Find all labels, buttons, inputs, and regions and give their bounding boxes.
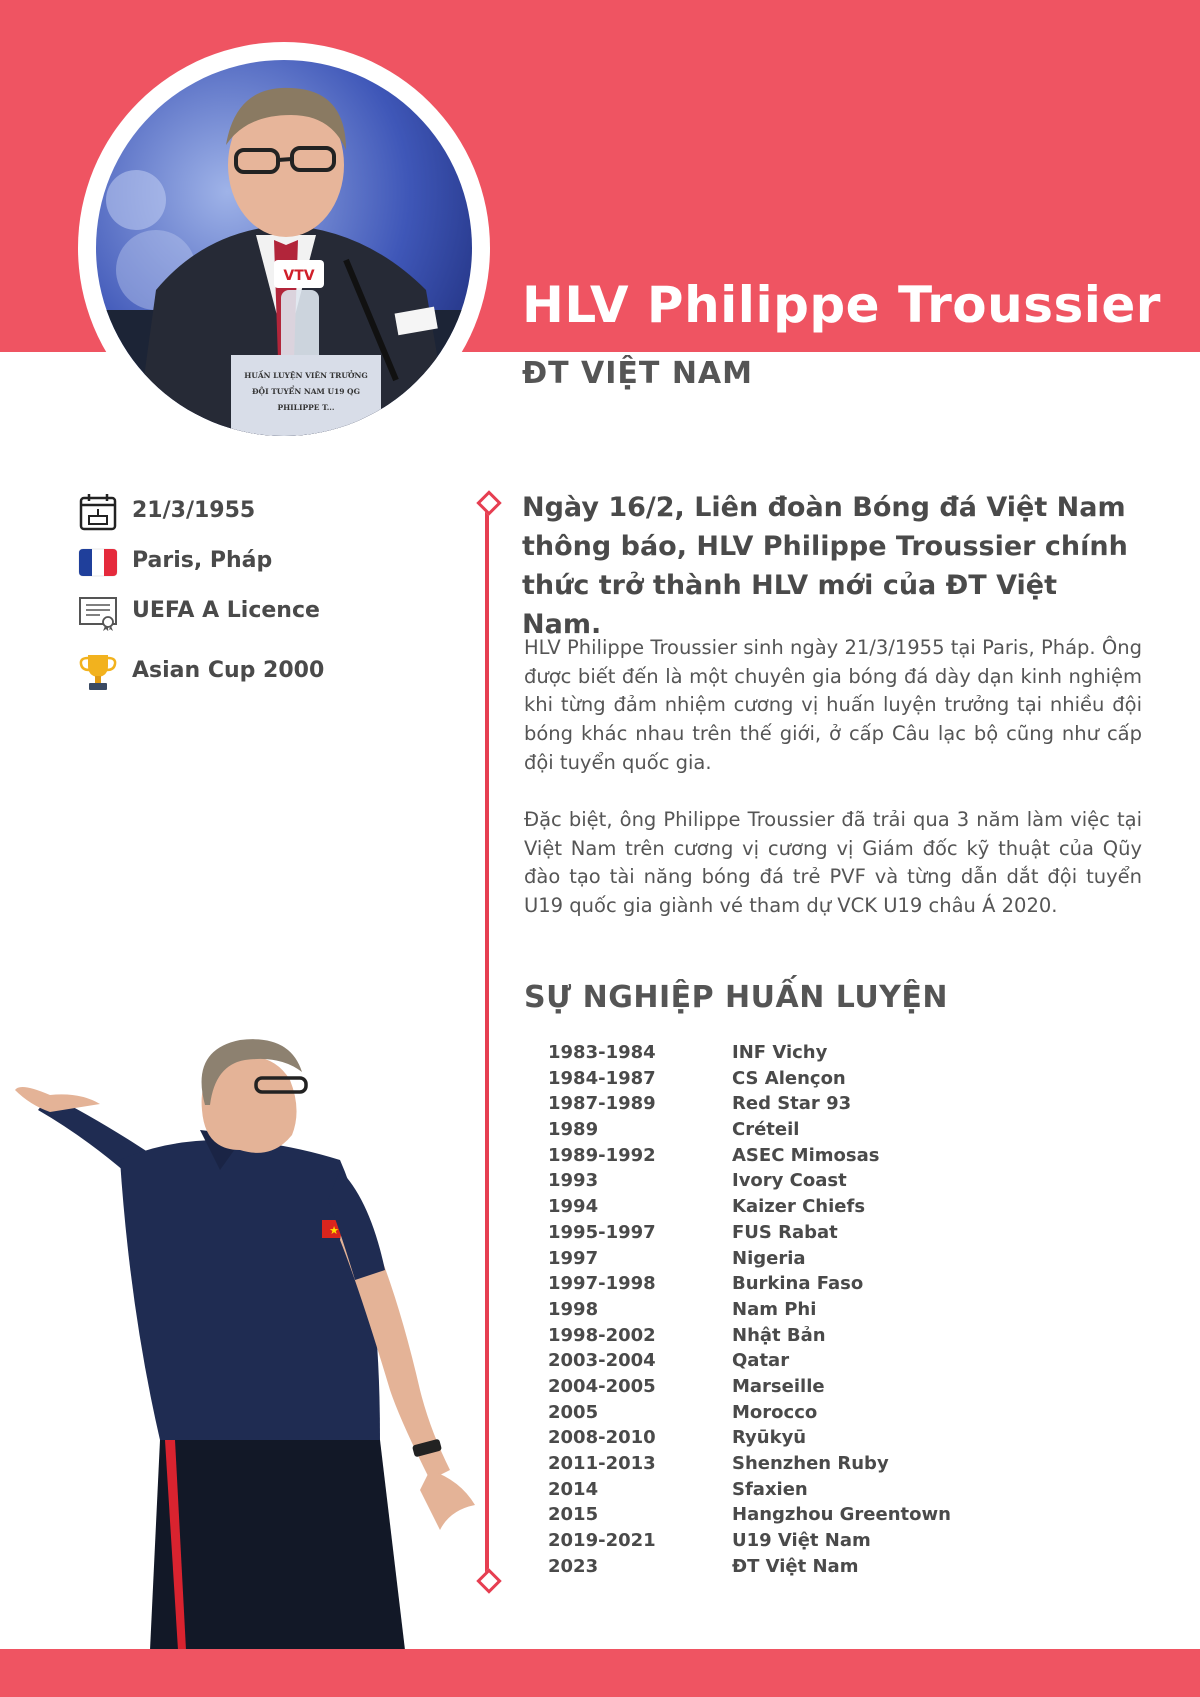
career-club: Sfaxien: [732, 1478, 808, 1500]
career-club: ĐT Việt Nam: [732, 1555, 859, 1577]
career-years: 2015: [548, 1504, 599, 1526]
fact-licence: [78, 590, 438, 634]
career-club: U19 Việt Nam: [732, 1530, 871, 1552]
body-paragraph-1: HLV Philippe Troussier sinh ngày 21/3/1955 tại Paris, Pháp. Ông được biết đến là một chuyên gia bóng đá dày dạn kinh nghiệm khi từng đảm nhiệm cương vị huấn luyện trưởng tại nhiều đội bóng khác nhau trên thế giới, ở cấp Câu lạc bộ cũng như cấp đội tuyển quốc gia.: [524, 636, 1142, 774]
trophy-icon: [78, 652, 118, 692]
career-row: [548, 1479, 1048, 1505]
career-club: Morocco: [732, 1401, 818, 1423]
timeline-divider: [485, 502, 489, 1580]
nameplate-line-2: ĐỘI TUYỂN NAM U19 QG: [252, 387, 360, 396]
career-years: 2019-2021: [548, 1530, 656, 1552]
career-club: ASEC Mimosas: [732, 1144, 880, 1166]
career-row: [548, 1325, 1048, 1351]
career-years: 2011-2013: [548, 1453, 656, 1474]
career-row: [548, 1530, 1048, 1556]
achievement-text: Asian Cup 2000: [132, 658, 325, 683]
body-paragraph-2: Đặc biệt, ông Philippe Troussier đã trải qua 3 năm làm việc tại Việt Nam trên cương vị cương vị Giám đốc kỹ thuật của Qũy đào tạo tài năng bóng đá trẻ PVF và từng dẫn dắt đội tuyển U19 quốc gia giành vé tham dự VCK U19 châu Á 2020.: [524, 808, 1142, 918]
career-years: 1995-1997: [548, 1221, 656, 1243]
portrait-photo: [96, 60, 472, 436]
career-row: [548, 1170, 1048, 1196]
fact-birthplace: [78, 540, 438, 584]
career-list: [548, 1042, 1048, 1581]
career-years: 1998: [548, 1298, 599, 1320]
career-years: 1987-1989: [548, 1093, 656, 1115]
coach-name: HLV Philippe Troussier: [522, 276, 1161, 334]
nameplate-line-1: HUẤN LUYỆN VIÊN TRƯỞNG: [244, 371, 368, 380]
career-row: [548, 1350, 1048, 1376]
career-row: [548, 1402, 1048, 1428]
career-row: [548, 1299, 1048, 1325]
nameplate-line-3: PHILIPPE T...: [277, 403, 335, 412]
licence-text: UEFA A Licence: [132, 598, 320, 623]
timeline-top-marker: [476, 490, 501, 515]
career-years: 1984-1987: [548, 1067, 656, 1089]
timeline-bottom-marker: [476, 1568, 501, 1593]
career-club: Shenzhen Ruby: [732, 1453, 889, 1474]
career-row: [548, 1068, 1048, 1094]
career-row: [548, 1504, 1048, 1530]
career-row: [548, 1222, 1048, 1248]
career-club: Kaizer Chiefs: [732, 1196, 866, 1218]
career-row: [548, 1196, 1048, 1222]
career-row: [548, 1273, 1048, 1299]
career-row: [548, 1556, 1048, 1582]
career-row: [548, 1376, 1048, 1402]
career-row: [548, 1248, 1048, 1274]
career-years: 1993: [548, 1170, 599, 1192]
fact-achievement: [78, 650, 438, 694]
career-years: 2008-2010: [548, 1427, 656, 1449]
career-heading: SỰ NGHIỆP HUẤN LUYỆN: [524, 980, 949, 1015]
calendar-icon: [78, 492, 118, 532]
career-years: 2005: [548, 1401, 599, 1423]
career-years: 1983-1984: [548, 1042, 656, 1063]
career-row: [548, 1042, 1048, 1068]
career-club: Nam Phi: [732, 1298, 817, 1320]
career-row: [548, 1119, 1048, 1145]
team-subtitle: ĐT VIỆT NAM: [522, 356, 754, 391]
career-club: CS Alençon: [732, 1067, 846, 1089]
coach-portrait: [78, 42, 490, 454]
french-flag-icon: [78, 542, 118, 582]
career-club: INF Vichy: [732, 1042, 828, 1063]
career-club: Nhật Bản: [732, 1324, 826, 1346]
birthplace-text: Paris, Pháp: [132, 548, 273, 573]
footer-band: [0, 1649, 1200, 1697]
career-club: Qatar: [732, 1350, 790, 1372]
career-club: Ivory Coast: [732, 1170, 847, 1192]
career-years: 1989: [548, 1119, 599, 1141]
career-club: Hangzhou Greentown: [732, 1504, 951, 1526]
lead-paragraph: Ngày 16/2, Liên đoàn Bóng đá Việt Nam thông báo, HLV Philippe Troussier chính thức trở thành HLV mới của ĐT Việt Nam.: [522, 492, 1128, 640]
career-club: Burkina Faso: [732, 1273, 864, 1295]
birthdate-text: 21/3/1955: [132, 498, 256, 523]
career-row: [548, 1145, 1048, 1171]
career-years: 2014: [548, 1478, 599, 1500]
career-row: [548, 1453, 1048, 1479]
career-club: Red Star 93: [732, 1093, 852, 1115]
career-years: 1994: [548, 1196, 599, 1218]
career-row: [548, 1093, 1048, 1119]
career-years: 1998-2002: [548, 1324, 656, 1346]
career-club: FUS Rabat: [732, 1221, 838, 1243]
career-years: 2004-2005: [548, 1375, 656, 1397]
certificate-icon: [78, 592, 118, 632]
career-years: 1989-1992: [548, 1144, 656, 1166]
career-club: Ryūkyū: [732, 1427, 807, 1449]
career-years: 1997: [548, 1247, 599, 1269]
fact-birthdate: [78, 490, 438, 534]
career-years: 1997-1998: [548, 1273, 656, 1295]
career-row: [548, 1427, 1048, 1453]
vtv-badge-text: VTV: [283, 268, 315, 284]
coach-gesturing-photo: [10, 1010, 480, 1650]
career-years: 2003-2004: [548, 1350, 656, 1372]
career-club: Créteil: [732, 1119, 800, 1141]
svg-text:★: ★: [329, 1225, 339, 1237]
career-years: 2023: [548, 1555, 599, 1577]
career-club: Marseille: [732, 1375, 825, 1397]
career-club: Nigeria: [732, 1247, 806, 1269]
